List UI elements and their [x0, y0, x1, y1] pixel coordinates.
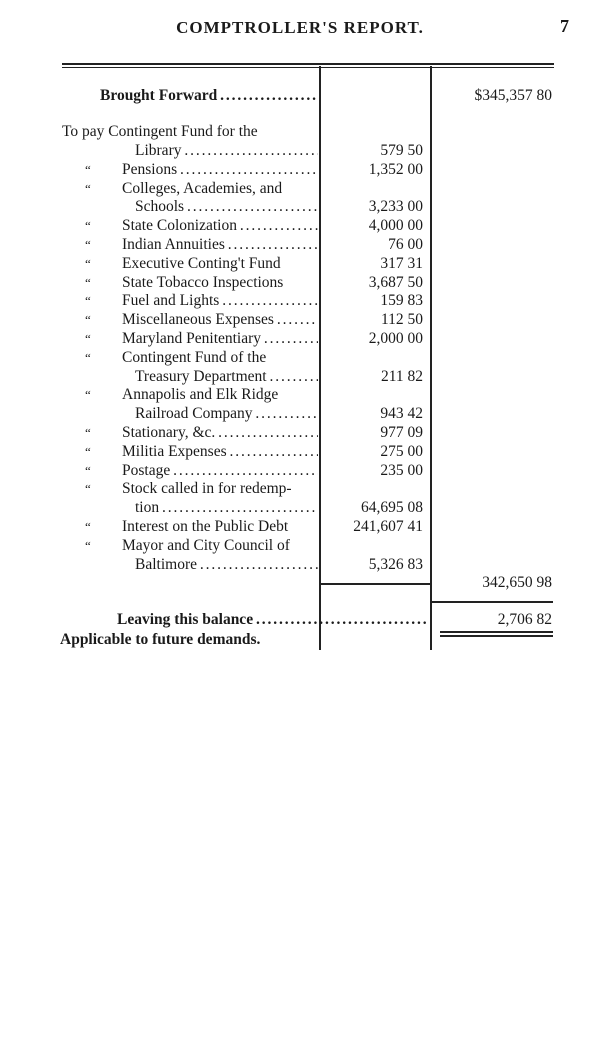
expense-label: State Tobacco Inspections [122, 273, 284, 291]
ditto-mark: “ [85, 443, 91, 459]
ditto-mark: “ [85, 255, 91, 271]
expense-line [0, 479, 600, 498]
expense-label: Interest on the Public Debt [122, 518, 289, 535]
expense-label: Annapolis and Elk Ridge [122, 386, 279, 404]
expense-amount: 977 09 [380, 424, 423, 441]
expense-line [0, 404, 600, 423]
expense-amount: 211 82 [380, 367, 423, 385]
expense-label: Baltimore . . . [135, 555, 318, 574]
ditto-mark: “ [85, 349, 91, 365]
expense-label: Postage . . . [122, 461, 318, 480]
top-rule-thin [62, 67, 554, 68]
expense-amount: 235 00 [380, 461, 423, 479]
ditto-mark: “ [85, 481, 91, 497]
expense-amount: 943 42 [380, 405, 423, 423]
expense-amount: 112 50 [380, 311, 423, 329]
ditto-mark: “ [85, 387, 91, 403]
brought-forward-row [0, 86, 600, 105]
expense-line [0, 273, 600, 292]
expense-amount: 4,000 00 [368, 217, 423, 235]
expense-line [0, 235, 600, 254]
expense-line [0, 197, 600, 216]
expense-amount: 241,607 41 [353, 518, 423, 535]
ditto-mark: “ [85, 218, 91, 234]
ditto-mark: “ [85, 274, 91, 290]
expense-label: Militia Expenses . . . [122, 442, 318, 461]
expense-amount: 5,326 83 [368, 555, 423, 573]
intro-text: To pay Contingent Fund for the [62, 123, 258, 140]
expense-line [0, 348, 600, 367]
expense-label: Fuel and Lights . . . [122, 291, 318, 310]
ditto-mark: “ [85, 180, 91, 196]
footer-row [0, 630, 600, 649]
expense-line [0, 367, 600, 386]
balance-label: Leaving this balance . . . [117, 610, 427, 629]
balance-row [0, 610, 600, 629]
brought-forward-amount: $345,357 80 [474, 87, 552, 104]
expense-line [0, 555, 600, 574]
expense-line [0, 254, 600, 273]
footer-text: Applicable to future demands. [60, 631, 261, 648]
expense-label: tion . . . [135, 498, 318, 517]
expense-line [0, 536, 600, 555]
expense-label: Miscellaneous Expenses . . . [122, 310, 318, 329]
expense-line [0, 517, 600, 536]
brought-forward-label: Brought Forward . . . [100, 86, 318, 105]
ditto-mark: “ [85, 462, 91, 478]
expense-label: Schools . . . [135, 197, 318, 216]
expense-label: Indian Annuities . . . [122, 235, 318, 254]
expense-amount: 1,352 00 [368, 160, 423, 178]
expense-label: Mayor and City Council of [122, 536, 290, 554]
ditto-mark: “ [85, 312, 91, 328]
expense-line [0, 329, 600, 348]
ditto-mark: “ [85, 161, 91, 177]
expense-amount: 76 00 [388, 236, 423, 253]
expense-line [0, 385, 600, 404]
ditto-mark: “ [85, 537, 91, 553]
expense-line [0, 310, 600, 329]
expense-label: Treasury Department . . . [135, 367, 318, 386]
expense-amount: 64,695 08 [361, 499, 423, 517]
total-rule [431, 601, 553, 603]
expense-line [0, 461, 600, 480]
expense-amount: 159 83 [380, 292, 423, 310]
expense-amount: 2,000 00 [368, 330, 423, 347]
expense-amount: 3,233 00 [368, 198, 423, 216]
expense-line [0, 423, 600, 442]
expense-label: Stationary, &c. . . . [122, 423, 318, 442]
expense-line [0, 442, 600, 461]
expense-label: Contingent Fund of the [122, 348, 267, 366]
intro-line [0, 122, 600, 141]
expense-amount: 317 31 [380, 254, 423, 272]
top-rule [62, 63, 554, 65]
expense-line [0, 291, 600, 310]
expense-label: Maryland Penitentiary . . . [122, 329, 318, 348]
expense-label: Executive Conting't Fund [122, 254, 281, 272]
total-row [0, 573, 600, 592]
expense-label: Stock called in for redemp- [122, 480, 292, 498]
expense-line [0, 216, 600, 235]
expense-line [0, 160, 600, 179]
ditto-mark: “ [85, 237, 91, 252]
ditto-mark: “ [85, 293, 91, 309]
expense-amount: 275 00 [380, 442, 423, 460]
ditto-mark: “ [85, 519, 91, 534]
page-title: COMPTROLLER'S REPORT. [176, 18, 424, 37]
expense-amount: 3,687 50 [368, 273, 423, 291]
balance-amount: 2,706 82 [497, 611, 552, 628]
ditto-mark: “ [85, 425, 91, 440]
expense-line [0, 179, 600, 198]
expense-line [0, 141, 600, 160]
expense-line [0, 498, 600, 517]
expense-amount: 579 50 [380, 142, 423, 159]
total-amount: 342,650 98 [482, 574, 552, 591]
expense-label: Colleges, Academies, and [122, 179, 283, 197]
expense-label: State Colonization . . . [122, 216, 318, 235]
expense-label: Pensions . . . [122, 160, 318, 179]
expense-label: Library . . . [135, 141, 318, 160]
ditto-mark: “ [85, 331, 91, 346]
expense-label: Railroad Company . . . [135, 404, 318, 423]
page-number: 7 [560, 16, 569, 36]
